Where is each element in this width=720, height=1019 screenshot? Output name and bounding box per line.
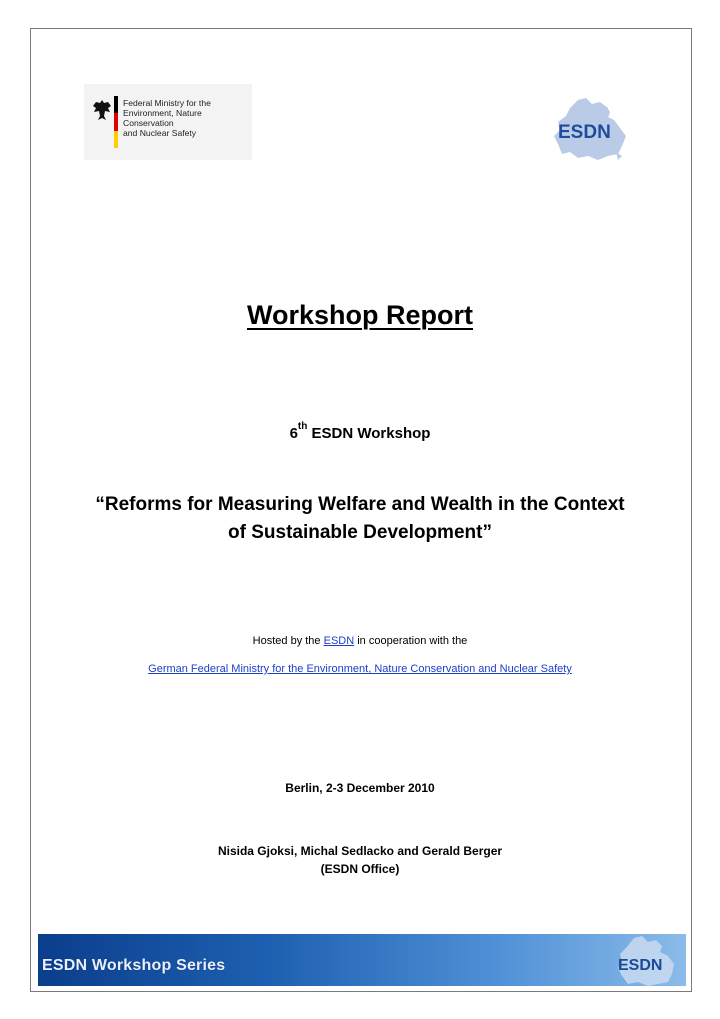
- author-names: Nisida Gjoksi, Michal Sedlacko and Gerald Berger: [217, 844, 503, 858]
- svg-text:ESDN: ESDN: [558, 122, 611, 143]
- hosted-by-line: Hosted by the ESDN in cooperation with the: [252, 635, 468, 647]
- svg-text:ESDN: ESDN: [618, 957, 663, 974]
- event-date: Berlin, 2-3 December 2010: [285, 781, 435, 795]
- esdn-link[interactable]: ESDN: [323, 635, 355, 647]
- german-flag-stripe: [114, 96, 118, 148]
- german-ministry-link[interactable]: German Federal Ministry for the Environment, Nature Conservation and Nuclear Safety: [148, 663, 572, 675]
- authors: [0, 842, 720, 878]
- federal-eagle-icon: [92, 98, 112, 122]
- workshop-subtitle: “Reforms for Measuring Welfare and Wealth in the Context of Sustainable Development”: [95, 494, 625, 543]
- ministry-link-line: [0, 663, 720, 675]
- esdn-footer-logo: [612, 934, 682, 986]
- author-office: (ESDN Office): [320, 862, 400, 876]
- footer-banner: [38, 934, 686, 986]
- esdn-logo: [548, 96, 634, 162]
- workshop-series-label: ESDN Workshop Series: [42, 957, 226, 974]
- ministry-logo: [84, 84, 252, 160]
- report-title: Workshop Report: [246, 300, 473, 330]
- ministry-logo-text: Federal Ministry for the Environment, Nature Conservation and Nuclear Safety: [123, 98, 211, 138]
- workshop-number: 6th ESDN Workshop: [289, 421, 431, 442]
